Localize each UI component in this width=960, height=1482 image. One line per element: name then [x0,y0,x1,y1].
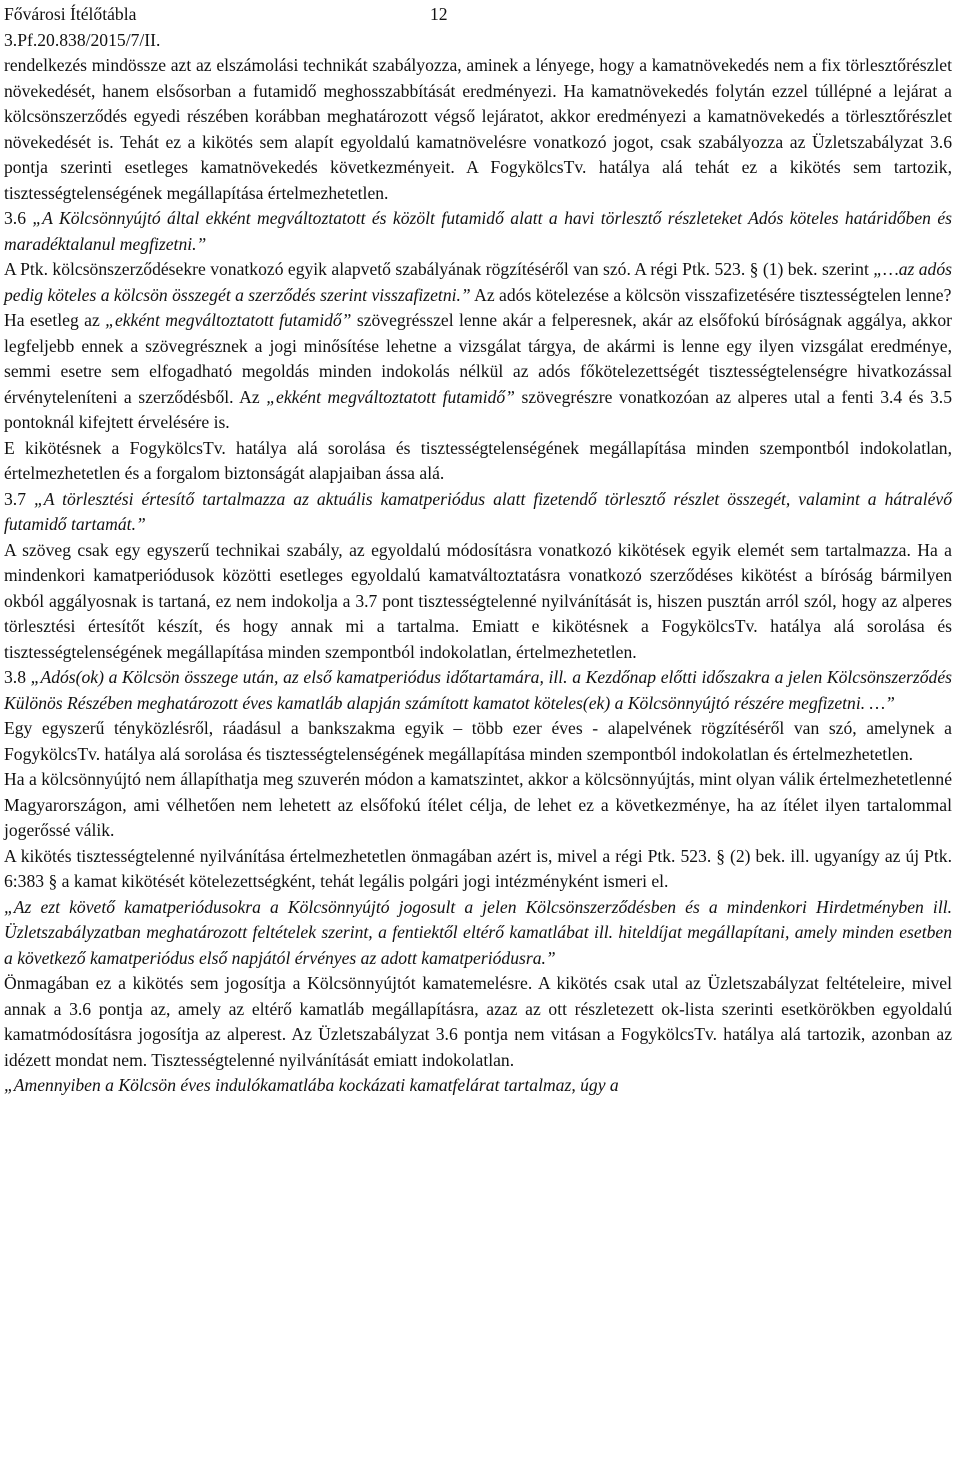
paragraph [4,257,952,308]
paragraph-text: szövegrészre vonatkozóan az alperes utal a fenti 3.4 és 3.5 pontoknál kifejtett érvelésére is. [4,386,953,432]
paragraph-text: Önmagában ez a kikötés sem jogosítja a Kölcsönnyújtót kamatemelésre. A kikötés csak utal az Üzletszabályzat feltételeire, mivel annak a 3.6 pontja az, amely az eltérő kamatláb megállapításra, azaz az ott részletezett ok-lista szerinti esetkörökben egyoldalú kamatmódosításra jogosítja az alperest. Az Üzletszabályzat 3.6 pontja nem vitásan a FogykölcsTv. hatálya alá tartozik, azonban az idézett mondat nem. Tisztességtelenné nyilvánítását emiatt indokolatlan. [4,973,952,1070]
paragraph [4,53,952,206]
quoted-clause: „Adós(ok) a Kölcsön összege után, az első kamatperiódus időtartamára, ill. a Kezdőnap előtti időszakra a jelen Kölcsönszerződés Különös Részében meghatározott éves kamatláb alapján számított kamatot köteles(ek) a Kölcsönnyújtó részére megfizetni. …” [4,667,953,713]
paragraph [4,1073,952,1099]
paragraph-text: 3.6 [4,208,33,228]
paragraph-text: rendelkezés mindössze azt az elszámolási technikát szabályozza, aminek a lényege, hogy a kamatnövekedés nem a fix törlesztőrészlet növekedését, hanem elsősorban a futamidő meghosszabbítását eredményezi. Ha kamatnövekedés folytán ezzel túllépné a lejárat a kölcsönszerződés egyedi részében korábban meghatározott végső lejáratot, akkor eredményezi a kamatnövekedés a törlesztőrészlet növekedését is. Tehát ez a kikötés sem alapít egyoldalú kamatnövelésre vonatkozó jogot, csak szabályozza az Üzletszabályzat 3.6 pontja szerinti esetleges kamatnövekedés következményeit. A FogykölcsTv. hatálya alá tehát ez a kikötés sem tartozik, tisztességtelenségének megállapítása értelmezhetetlen. [4,55,952,203]
page-number: 12 [430,4,448,24]
paragraph-text: A szöveg csak egy egyszerű technikai szabály, az egyoldalú módosításra vonatkozó kikötések egyik elemét sem tartalmazza. Ha a mindenkori kamatperiódusok közötti esetleges egyoldalú kamatváltoztatásra vonatkozó szerződéses kikötést a bíróság bármilyen okból aggályosnak is tartaná, ez nem indokolja a 3.7 pont tisztességtelenné nyilvánítását is, hiszen pusztán arról szól, hogy az alperes törlesztési értesítőt készít, és hogy annak mi a tartalma. Emiatt e kikötésnek a FogykölcsTv. hatálya alá sorolása és tisztességtelenségének megállapítása minden szempontból indokolatlan, értelmezhetetlen. [4,539,952,662]
paragraph [4,665,952,716]
case-number: 3.Pf.20.838/2015/7/II. [4,29,161,50]
quoted-clause: „A Kölcsönnyújtó által ekként megváltoztatott és közölt futamidő alatt a havi törlesztő részleteket Adós köteles határidőben és maradéktalanul megfizetni.” [4,208,952,254]
court-name: Fővárosi Ítélőtábla [4,4,137,24]
paragraph [4,308,952,436]
paragraph [4,487,952,538]
paragraph [4,538,952,666]
paragraph-text: A Ptk. kölcsönszerződésekre vonatkozó egyik alapvető szabályának rögzítéséről van szó. A régi Ptk. 523. § (1) bek. szerint [4,259,874,279]
paragraph-text: Egy egyszerű tényközlésről, ráadásul a bankszakma egyik – több ezer éves - alapelvének rögzítéséről van szó, amelynek a FogykölcsTv. hatálya alá sorolása és tisztességtelenségének megállapítása minden szempontból indokolatlan és értelmezhetetlen. [4,718,952,764]
quoted-clause: „Az ezt követő kamatperiódusokra a Kölcsönnyújtó jogosult a jelen Kölcsönszerződésben és a mindenkori Hirdetményben ill. Üzletszabályzatban meghatározott feltételek szerint, a fentiektől eltérő kamatlábat ill. hiteldíjat megállapítani, amely minden esetben a következő kamatperiódus első napjától érvényes az adott kamatperiódusra.” [4,896,952,968]
paragraph-text: Ha esetleg az [4,310,106,330]
quoted-clause: „A törlesztési értesítő tartalmazza az aktuális kamatperiódus alatt fizetendő törlesztő részlet összegét, valamint a hátralévő futamidő tartamát.” [4,488,953,534]
paragraph-text: E kikötésnek a FogykölcsTv. hatálya alá sorolása és tisztességtelenségének megállapítása minden szempontból indokolatlan, értelmezhetetlen és a forgalom biztonságát alapjaiban ássa alá. [4,437,952,483]
paragraph-text: 3.8 [4,667,31,687]
page-header [4,2,952,53]
paragraph [4,716,952,767]
paragraph [4,971,952,1073]
paragraph-text: szövegrésszel lenne akár a felperesnek, akár az elsőfokú bíróságnak aggálya, akkor legfeljebb ennek a szövegrésznek a jogi minősítése lehetne a vizsgálat tárgya, de akármi is lenne egy ilyen vizsgálat eredménye, semmi esetre sem elfogadható megoldás minden indokolás nélkül az adós főkötelezettségét tisztességtelenségre hivatkozással érvényteleníteni a szerződésből. Az [4,310,952,407]
quoted-clause: „…az adós pedig köteles a kölcsön összegét a szerződés szerint visszafizetni.” [4,259,952,305]
paragraph-text: Ha a kölcsönnyújtó nem állapíthatja meg szuverén módon a kamatszintet, akkor a kölcsönnyújtás, mint olyan válik értelmezhetetlenné Magyarországon, ami vélhetően nem lehetett az elsőfokú ítélet célja, de lehet ez a következménye, ha az ítélet ilyen tartalommal jogerőssé válik. [4,769,952,840]
paragraph-text: 3.7 [4,488,34,509]
paragraph [4,436,952,487]
paragraph-text: Az adós kötelezése a kölcsön visszafizetésére tisztességtelen lenne? [470,284,952,305]
paragraph [4,895,952,972]
document-body [4,53,952,1099]
paragraph [4,767,952,844]
quoted-clause: „ekként megváltoztatott futamidő” [105,310,352,330]
paragraph [4,206,952,257]
quoted-clause: „Amennyiben a Kölcsön éves indulókamatlába kockázati kamatfelárat tartalmaz, úgy a [4,1075,619,1095]
paragraph-text: A kikötés tisztességtelenné nyilvánítása értelmezhetetlen önmagában azért is, mivel a régi Ptk. 523. § (2) bek. ill. ugyanígy az új Ptk. 6:383 § a kamat kikötését kötelezettségként, tehát legális polgári jogi intézményként ismeri el. [4,845,952,891]
paragraph [4,844,952,895]
quoted-clause: „ekként megváltoztatott futamidő” [266,386,515,407]
